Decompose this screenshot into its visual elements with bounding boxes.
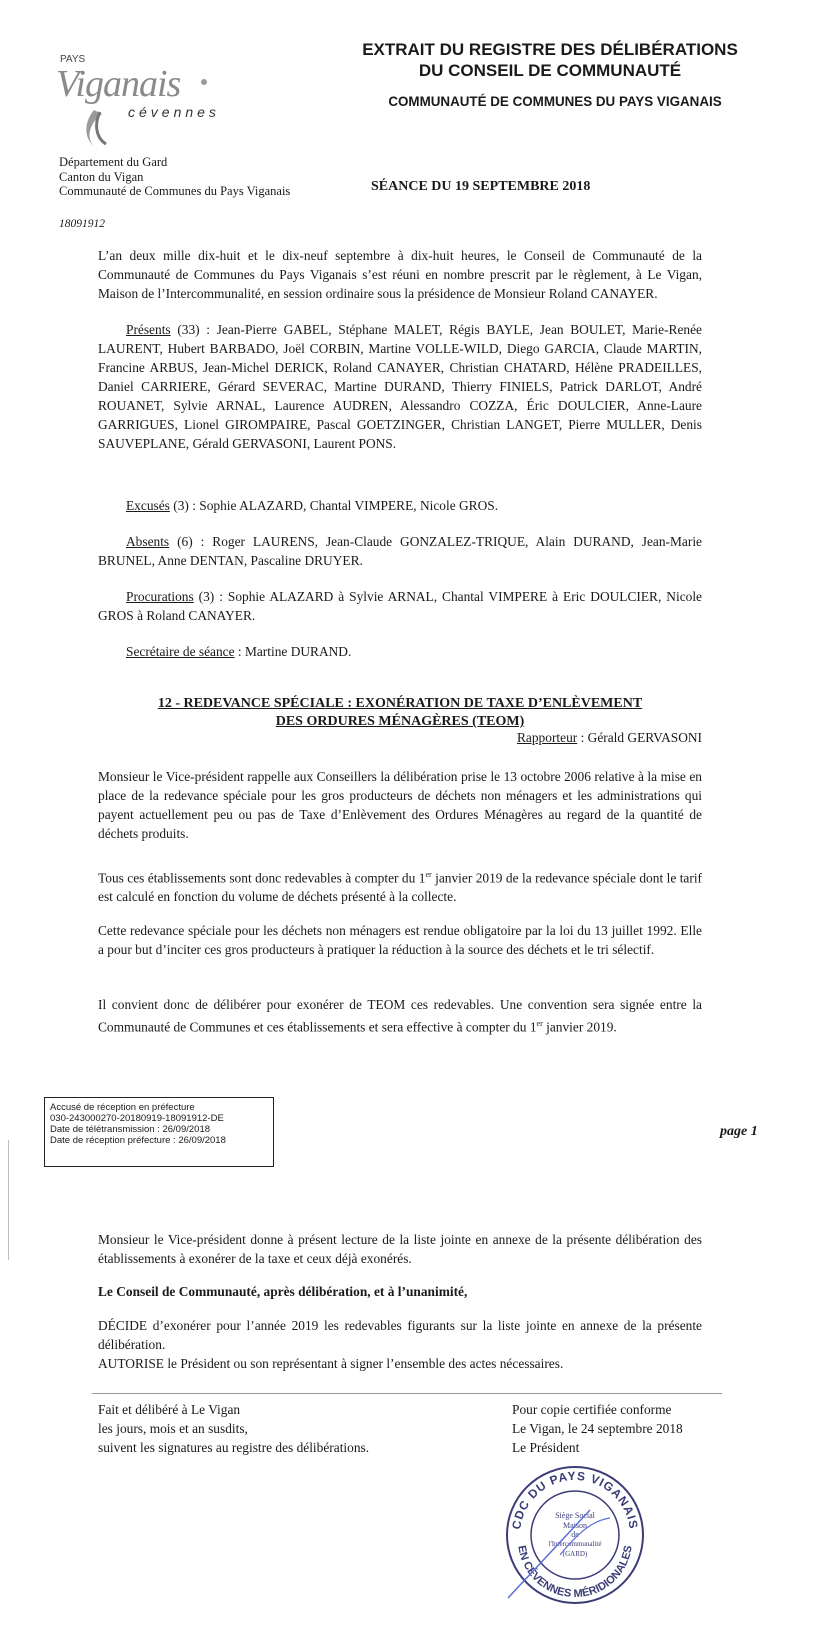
header-subtitle: COMMUNAUTÉ DE COMMUNES DU PAYS VIGANAIS <box>388 94 722 109</box>
presents-label: Présents <box>126 322 171 337</box>
absents-text: (6) : Roger LAURENS, Jean-Claude GONZALEZ-TRIQUE, Alain DURAND, Jean-Marie BRUNEL, Anne DENTAN, Pascaline DRUYER. <box>98 534 702 568</box>
rapporteur-text: : Gérald GERVASONI <box>577 730 702 745</box>
stamp-center-4: l'Intercommunalité <box>548 1540 602 1548</box>
absents-paragraph <box>98 532 702 570</box>
secretaire-paragraph <box>98 642 702 661</box>
rapporteur-label: Rapporteur <box>516 730 578 745</box>
footer-left-line-3: suivent les signatures au registre des délibérations. <box>98 1440 370 1455</box>
footer-divider <box>92 1393 722 1394</box>
footer-left <box>98 1400 369 1457</box>
seance-date: SÉANCE DU 19 SEPTEMBRE 2018 <box>371 179 591 194</box>
logo <box>54 52 244 157</box>
excuses-label: Excusés <box>126 498 170 513</box>
secretaire-text: : Martine DURAND. <box>234 644 352 659</box>
logo-viganais: Viganais <box>56 63 181 105</box>
address-line-1: Département du Gard <box>59 155 168 169</box>
receipt-line-3: Date de télétransmission : 26/09/2018 <box>50 1124 211 1135</box>
stamp-seal <box>500 1460 650 1610</box>
absents-label: Absents <box>126 534 170 549</box>
body-p2-a: Tous ces établissements sont donc redevables à compter du 1 <box>98 870 426 886</box>
body-p2-sup: er <box>425 870 432 879</box>
footer-right-line-1: Pour copie certifiée conforme <box>512 1402 672 1417</box>
presents-text: (33) : Jean-Pierre GABEL, Stéphane MALET, Régis BAYLE, Jean BOULET, Marie-Renée LAURENT, Hubert BARBADO, Joël CORBIN, Martine VOLLE-WILD, Diego GARCIA, Claude MARTIN, Francine ARBUS, Jean-Michel DERICK, Roland CANAYER, Christian CHATARD, Hélène PRADEILLES, Daniel CARRIERE, Gérard SEVERAC, Martine DURAND, Thierry FINIELS, Patrick DARLOT, André ROUANET, Sylvie ARNAL, Laurence AUDREN, Alessandro COZZA, Éric DOULCIER, Anne-Laure GARRIGUES, Lionel GIROMPAIRE, Pascal GOETZINGER, Christian LANGET, Pierre MULLER, Denis SAUVEPLANE, Gérald GERVASONI, Laurent PONS. <box>98 322 702 451</box>
page-left-rule <box>8 1140 9 1260</box>
item-title-line-1: 12 - REDEVANCE SPÉCIALE : EXONÉRATION DE TAXE D’ENLÈVEMENT <box>157 696 643 711</box>
stamp-center-2: Maison <box>563 1521 587 1530</box>
address-line-3: Communauté de Communes du Pays Viganais <box>59 184 291 198</box>
conseil-line: Le Conseil de Communauté, après délibération, et à l’unanimité, <box>98 1284 468 1299</box>
autorise-paragraph: AUTORISE le Président ou son représentant à signer l’ensemble des actes nécessaires. <box>98 1356 564 1371</box>
presents-paragraph <box>98 320 702 453</box>
stamp-ring-top: CDC DU PAYS VIGANAIS <box>509 1468 641 1531</box>
intro-paragraph: L’an deux mille dix-huit et le dix-neuf septembre à dix-huit heures, le Conseil de Communauté de la Communauté de Communes du Pays Viganais s’est réuni en nombre prescrit par le règlement, à Le Vigan, Maison de l’Intercommunalité, en session ordinaire sous la présidence de Monsieur Roland CANAYER. <box>98 248 702 301</box>
page2-paragraph: Monsieur le Vice-président donne à présent lecture de la liste jointe en annexe de la présente délibération des établissements à exonérer de la taxe et ceux déjà exonérés. <box>98 1232 702 1266</box>
body-p4-b: janvier 2019. <box>542 1019 617 1035</box>
page-number: page 1 <box>720 1124 758 1139</box>
stamp-center-5: (GARD) <box>562 1550 588 1558</box>
logo-pays: PAYS <box>60 54 86 65</box>
excuses-paragraph <box>98 496 702 515</box>
stamp-center-1: Siège Social <box>555 1511 595 1520</box>
body-p4-a: Il convient donc de délibérer pour exonérer de TEOM ces redevables. Une convention sera signée entre la Communauté de Communes et ces établissements et sera effective à compter du 1 <box>98 997 702 1035</box>
receipt-box <box>44 1097 274 1167</box>
body-paragraph-3: Cette redevance spéciale pour les déchets non ménagers est rendue obligatoire par la loi du 13 juillet 1992. Elle a pour but d’inciter ces gros producteurs à pratiquer la réduction à la source des déchets et le tri sélectif. <box>98 923 702 957</box>
rapporteur-line <box>460 730 702 746</box>
procurations-paragraph <box>98 587 702 625</box>
item-title-line-2: DES ORDURES MÉNAGÈRES (TEOM) <box>275 714 525 729</box>
footer-right-line-3: Le Président <box>512 1440 580 1455</box>
header-title-2: DU CONSEIL DE COMMUNAUTÉ <box>418 61 682 80</box>
footer-right-line-2: Le Vigan, le 24 septembre 2018 <box>512 1421 683 1436</box>
address-block <box>59 155 290 199</box>
excuses-text: (3) : Sophie ALAZARD, Chantal VIMPERE, Nicole GROS. <box>169 498 499 513</box>
body-paragraph-4 <box>98 995 702 1036</box>
receipt-line-2: 030-243000270-20180919-18091912-DE <box>50 1113 224 1124</box>
body-paragraph-1: Monsieur le Vice-président rappelle aux Conseillers la délibération prise le 13 octobre 2006 relative à la mise en place de la redevance spéciale pour les gros producteurs de déchets non ménagers et les administrations qui payent actuellement peu ou pas de Taxe d’Enlèvement des Ordures Ménagères au regard de la quantité de déchets produits. <box>98 769 702 841</box>
receipt-line-4: Date de réception préfecture : 26/09/2018 <box>50 1135 226 1146</box>
body-p2-b: janvier 2019 de la redevance spéciale dont le tarif est calculé en fonction du volume de déchets présenté à la collecte. <box>98 870 702 905</box>
official-stamp <box>500 1460 650 1610</box>
header-title-1: EXTRAIT DU REGISTRE DES DÉLIBÉRATIONS <box>362 40 738 59</box>
logo-cevennes: cévennes <box>128 104 220 120</box>
decide-paragraph: DÉCIDE d’exonérer pour l’année 2019 les redevables figurants sur la liste jointe en annexe de la présente délibération. <box>98 1318 702 1352</box>
reference-number: 18091912 <box>59 218 105 230</box>
stamp-ring-bottom: EN CÉVENNES MÉRIDIONALES <box>515 1544 635 1601</box>
address-line-2: Canton du Vigan <box>59 169 144 184</box>
footer-left-line-2: les jours, mois et an susdits, <box>98 1421 248 1436</box>
footer-left-line-1: Fait et délibéré à Le Vigan <box>98 1402 241 1417</box>
body-paragraph-2 <box>98 865 702 906</box>
footer-right <box>512 1400 683 1457</box>
procurations-label: Procurations <box>126 589 194 604</box>
stamp-center-3: de <box>571 1530 579 1539</box>
receipt-line-1: Accusé de réception en préfecture <box>50 1102 195 1113</box>
procurations-text: (3) : Sophie ALAZARD à Sylvie ARNAL, Chantal VIMPERE à Eric DOULCIER, Nicole GROS à Roland CANAYER. <box>98 589 702 623</box>
body-p4-sup: er <box>536 1019 543 1028</box>
secretaire-label: Secrétaire de séance <box>126 644 235 659</box>
